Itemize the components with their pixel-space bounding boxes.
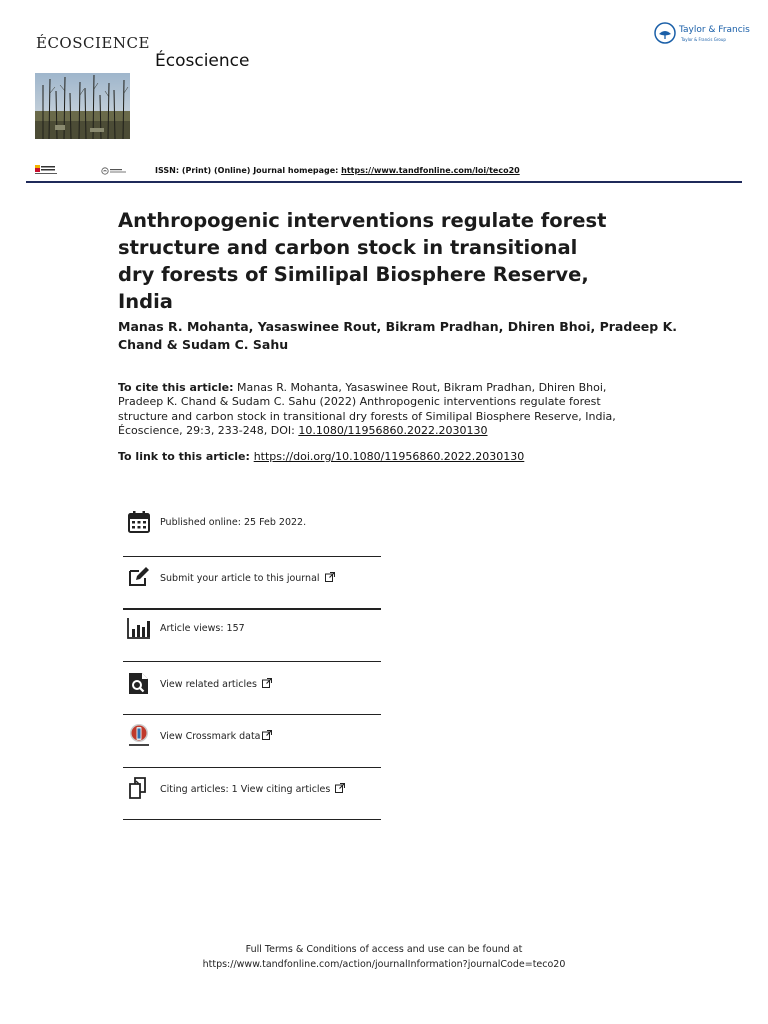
universite-laval-logo-icon	[35, 159, 57, 168]
journal-logo: ÉCOSCIENCE	[36, 34, 150, 52]
search-document-icon	[127, 671, 151, 695]
submit-article-label: Submit your article to this journal	[160, 573, 320, 584]
published-date: Published online: 25 Feb 2022.	[160, 517, 307, 528]
journal-cover-image	[35, 73, 130, 139]
crossmark-row[interactable]	[123, 710, 381, 762]
crossmark-icon	[127, 723, 151, 747]
citing-articles-row[interactable]	[123, 763, 381, 815]
link-label: To link to this article:	[118, 450, 254, 463]
crossmark-label: View Crossmark data	[160, 731, 261, 742]
external-link-icon	[325, 572, 335, 585]
citing-articles-label: Citing articles: 1 View citing articles	[160, 784, 331, 795]
bar-chart-icon	[127, 616, 151, 640]
article-doi-url-link[interactable]: https://doi.org/10.1080/11956860.2022.2030130	[253, 450, 525, 463]
doi-link[interactable]: 10.1080/11956860.2022.2030130	[298, 424, 488, 438]
citing-articles-link[interactable]	[160, 783, 345, 796]
calendar-icon	[127, 510, 151, 534]
submit-article-link[interactable]	[160, 572, 335, 585]
taylor-francis-small-logo-icon	[101, 160, 127, 179]
citing-documents-icon	[127, 776, 151, 800]
article-authors: Manas R. Mohanta, Yasaswinee Rout, Bikram Pradhan, Dhiren Bhoi, Pradeep K. Chand & Sudam C. Sahu	[118, 319, 678, 352]
external-link-icon	[262, 678, 272, 691]
row-divider	[123, 819, 381, 820]
cite-text: Manas R. Mohanta, Yasaswinee Rout, Bikram Pradhan, Dhiren Bhoi, Pradeep K. Chand & Sudam C. Sahu (2022) Anthropogenic interventions regulate forest structure and carbon stock in transitional dry forests of Similipal Biosphere Reserve, India, Écoscience, 29:3, 233-248, DOI:	[118, 381, 616, 438]
related-articles-row[interactable]	[123, 658, 381, 710]
article-views-row	[123, 603, 381, 655]
related-articles-label: View related articles	[160, 679, 257, 690]
submit-article-row[interactable]	[123, 552, 381, 604]
issn-label: ISSN: (Print) (Online) Journal homepage:	[155, 166, 342, 175]
terms-url[interactable]: https://www.tandfonline.com/action/journalInformation?journalCode=teco20	[202, 959, 566, 970]
terms-line: Full Terms & Conditions of access and use can be found at	[245, 944, 523, 955]
cite-label: To cite this article:	[118, 381, 234, 394]
link-to-article	[118, 450, 678, 463]
crossmark-link[interactable]	[160, 730, 272, 743]
publisher-name: Taylor & Francis	[679, 25, 750, 35]
taylor-francis-logo-icon[interactable]	[654, 22, 676, 48]
header-divider	[26, 181, 742, 183]
edit-pencil-icon	[127, 565, 151, 589]
external-link-icon	[262, 730, 272, 743]
citation-block	[118, 381, 643, 439]
article-views-count: Article views: 157	[160, 623, 245, 634]
related-articles-link[interactable]	[160, 678, 272, 691]
journal-name: Écoscience	[155, 51, 250, 71]
terms-footer	[0, 942, 768, 972]
issn-homepage-line	[155, 166, 520, 175]
published-row	[123, 497, 381, 549]
external-link-icon	[335, 783, 345, 796]
journal-homepage-link[interactable]: https://www.tandfonline.com/loi/teco20	[341, 166, 520, 175]
article-title: Anthropogenic interventions regulate forest structure and carbon stock in transitional dry forests of Similipal Biosphere Reserve, India	[118, 209, 607, 313]
publisher-subtitle: Taylor & Francis Group	[681, 37, 726, 42]
